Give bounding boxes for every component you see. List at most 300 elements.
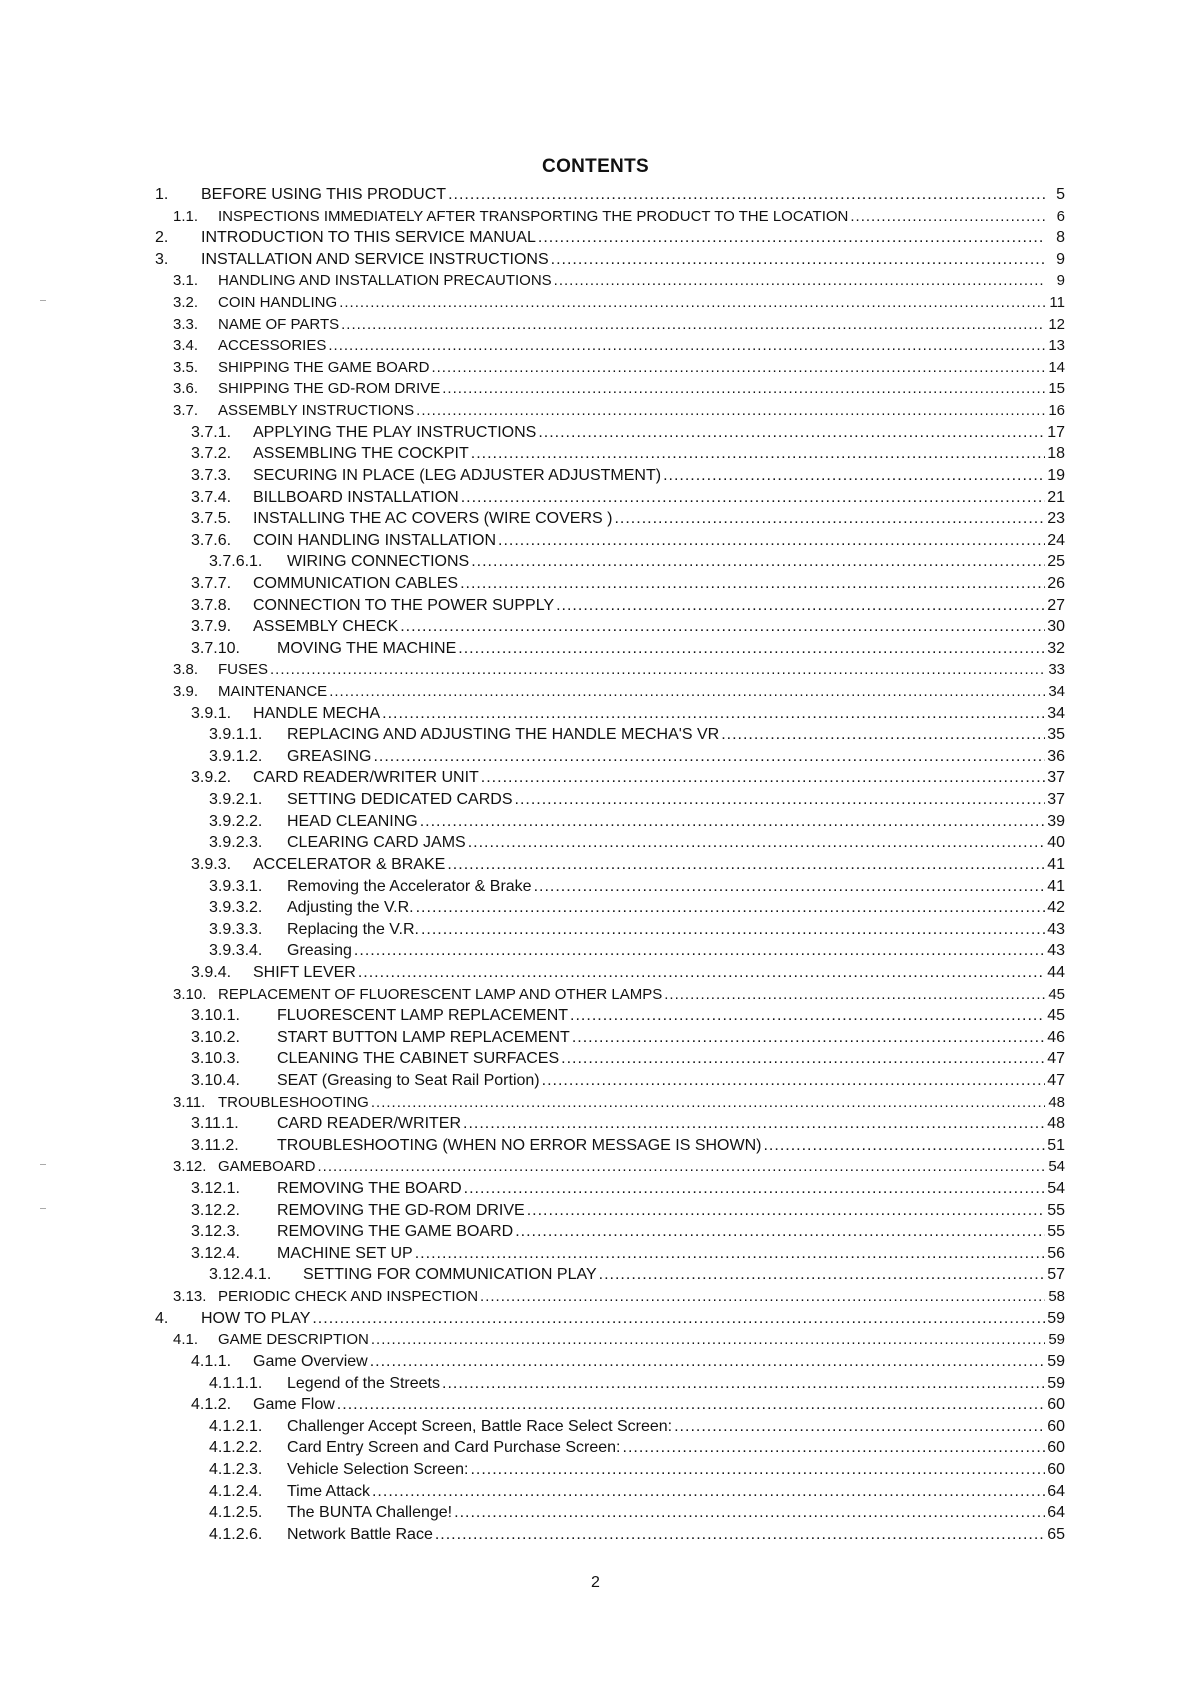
dot-leader bbox=[460, 573, 1045, 595]
toc-entry-page: 35 bbox=[1047, 726, 1065, 744]
toc-entry-label: FLUORESCENT LAMP REPLACEMENT bbox=[277, 1007, 569, 1025]
dot-leader bbox=[416, 897, 1045, 919]
toc-entry-number: 3.12. bbox=[173, 1158, 207, 1176]
toc-entry-number: 3.6. bbox=[173, 380, 199, 398]
toc-entry-label: SEAT (Greasing to Seat Rail Portion) bbox=[277, 1071, 540, 1089]
toc-entry[interactable] bbox=[155, 1135, 1065, 1157]
toc-entry-label: Game Flow bbox=[253, 1396, 335, 1414]
dot-leader bbox=[382, 703, 1045, 725]
toc-entry-page: 23 bbox=[1047, 510, 1065, 528]
toc-entry[interactable] bbox=[155, 422, 1065, 444]
toc-entry-page: 43 bbox=[1047, 920, 1065, 938]
toc-entry-label: PERIODIC CHECK AND INSPECTION bbox=[218, 1288, 479, 1306]
toc-entry-page: 64 bbox=[1047, 1504, 1065, 1522]
toc-entry[interactable] bbox=[155, 746, 1065, 768]
toc-entry[interactable] bbox=[155, 767, 1065, 789]
dot-leader bbox=[454, 1502, 1045, 1524]
page-number: 2 bbox=[591, 1574, 600, 1591]
dot-leader bbox=[339, 292, 1045, 314]
toc-entry-label: Game Overview bbox=[253, 1352, 368, 1370]
toc-entry-number: 3.12.2. bbox=[191, 1201, 240, 1219]
toc-entry-number: 3.12.1. bbox=[191, 1180, 240, 1198]
toc-entry[interactable] bbox=[155, 897, 1065, 919]
toc-entry-page: 42 bbox=[1047, 899, 1065, 917]
toc-entry-page: 11 bbox=[1049, 294, 1065, 312]
toc-entry-page: 60 bbox=[1047, 1417, 1065, 1435]
dot-leader bbox=[664, 984, 1045, 1006]
toc-entry-page: 59 bbox=[1047, 1374, 1065, 1392]
toc-entry-label: TROUBLESHOOTING (WHEN NO ERROR MESSAGE IS SHOWN) bbox=[277, 1136, 762, 1154]
dot-leader bbox=[337, 1394, 1045, 1416]
toc-entry-number: 4.1.2. bbox=[191, 1396, 232, 1414]
toc-entry[interactable] bbox=[155, 227, 1065, 249]
toc-entry-label: Removing the Accelerator & Brake bbox=[287, 877, 532, 895]
toc-entry-page: 37 bbox=[1047, 769, 1065, 787]
toc-entry-label: WIRING CONNECTIONS bbox=[287, 553, 470, 571]
dot-leader bbox=[373, 746, 1045, 768]
toc-entry-label: Greasing bbox=[287, 942, 352, 960]
toc-entry[interactable] bbox=[155, 811, 1065, 833]
toc-entry[interactable] bbox=[155, 1351, 1065, 1373]
dot-leader bbox=[312, 1308, 1045, 1330]
dot-leader bbox=[468, 832, 1045, 854]
toc-entry-number: 3.3. bbox=[173, 315, 199, 333]
toc-entry-label: ACCESSORIES bbox=[218, 337, 327, 355]
toc-entry-number: 4.1.2.6. bbox=[209, 1525, 263, 1543]
toc-entry[interactable] bbox=[155, 1113, 1065, 1135]
toc-entry-page: 55 bbox=[1047, 1223, 1065, 1241]
toc-entry[interactable] bbox=[155, 984, 1065, 1006]
toc-entry-page: 59 bbox=[1048, 1331, 1065, 1349]
toc-entry[interactable] bbox=[155, 724, 1065, 746]
dot-leader bbox=[329, 681, 1045, 703]
toc-entry[interactable] bbox=[155, 616, 1065, 638]
toc-entry-page: 64 bbox=[1047, 1482, 1065, 1500]
toc-entry-number: 3.7.3. bbox=[191, 466, 232, 484]
toc-entry-page: 24 bbox=[1047, 531, 1065, 549]
toc-entry-label: The BUNTA Challenge! bbox=[287, 1504, 453, 1522]
dot-leader bbox=[400, 616, 1045, 638]
toc-entry-number: 3.9.3.2. bbox=[209, 899, 263, 917]
toc-entry-number: 3.9.3.4. bbox=[209, 942, 263, 960]
toc-entry-page: 30 bbox=[1047, 618, 1065, 636]
toc-entry-number: 3.7.9. bbox=[191, 618, 232, 636]
dot-leader bbox=[561, 1048, 1045, 1070]
toc-entry-page: 26 bbox=[1047, 574, 1065, 592]
dot-leader bbox=[372, 1481, 1045, 1503]
toc-entry[interactable] bbox=[155, 1329, 1065, 1351]
toc-entry-number: 3.10. bbox=[173, 985, 207, 1003]
toc-entry-page: 41 bbox=[1047, 877, 1065, 895]
toc-entry[interactable] bbox=[155, 1048, 1065, 1070]
toc-entry[interactable] bbox=[155, 703, 1065, 725]
dot-leader bbox=[442, 1373, 1045, 1395]
toc-entry-number: 4.1.2.2. bbox=[209, 1439, 263, 1457]
toc-entry-label: SECURING IN PLACE (LEG ADJUSTER ADJUSTMENT) bbox=[253, 466, 662, 484]
toc-entry-page: 36 bbox=[1047, 747, 1065, 765]
toc-entry[interactable] bbox=[155, 249, 1065, 271]
dot-leader bbox=[464, 1178, 1045, 1200]
toc-entry-label: Network Battle Race bbox=[287, 1525, 433, 1543]
toc-entry[interactable] bbox=[155, 378, 1065, 400]
toc-entry-number: 3.12.4.1. bbox=[209, 1266, 272, 1284]
toc-entry-number: 3.7. bbox=[173, 402, 199, 420]
dot-leader bbox=[431, 357, 1045, 379]
toc-entry[interactable] bbox=[155, 1092, 1065, 1114]
toc-entry-page: 60 bbox=[1047, 1460, 1065, 1478]
toc-entry[interactable] bbox=[155, 1264, 1065, 1286]
toc-entry-label: ASSEMBLING THE COCKPIT bbox=[253, 445, 469, 463]
dot-leader bbox=[458, 638, 1045, 660]
dot-leader bbox=[480, 1286, 1045, 1308]
toc-entry[interactable] bbox=[155, 1178, 1065, 1200]
margin-mark bbox=[40, 1208, 46, 1209]
toc-entry[interactable] bbox=[155, 940, 1065, 962]
toc-entry-label: Legend of the Streets bbox=[287, 1374, 440, 1392]
toc-entry[interactable] bbox=[155, 530, 1065, 552]
toc-entry-number: 3.10.1. bbox=[191, 1007, 240, 1025]
dot-leader bbox=[358, 962, 1045, 984]
dot-leader bbox=[448, 184, 1045, 206]
toc-entry[interactable] bbox=[155, 465, 1065, 487]
dot-leader bbox=[570, 1005, 1045, 1027]
toc-entry[interactable] bbox=[155, 573, 1065, 595]
toc-entry[interactable] bbox=[155, 1459, 1065, 1481]
dot-leader bbox=[461, 487, 1045, 509]
toc-entry-number: 3.7.2. bbox=[191, 445, 232, 463]
toc-entry-number: 3.9.2. bbox=[191, 769, 232, 787]
toc-entry-label: CARD READER/WRITER bbox=[277, 1115, 462, 1133]
toc-entry[interactable] bbox=[155, 962, 1065, 984]
dot-leader bbox=[471, 443, 1045, 465]
toc-entry-page: 5 bbox=[1056, 186, 1065, 203]
toc-entry[interactable] bbox=[155, 1416, 1065, 1438]
toc-entry[interactable] bbox=[155, 206, 1065, 228]
dot-leader bbox=[481, 767, 1045, 789]
dot-leader bbox=[599, 1264, 1045, 1286]
toc-entry-label: FUSES bbox=[218, 661, 269, 679]
toc-entry-label: CLEARING CARD JAMS bbox=[287, 834, 466, 852]
toc-entry-page: 45 bbox=[1047, 1007, 1065, 1025]
toc-entry-page: 59 bbox=[1047, 1352, 1065, 1370]
toc-entry-number: 4.1.1. bbox=[191, 1352, 232, 1370]
dot-leader bbox=[371, 1329, 1045, 1351]
toc-entry-number: 4.1.2.4. bbox=[209, 1482, 263, 1500]
toc-entry-label: MOVING THE MACHINE bbox=[277, 639, 457, 657]
toc-entry[interactable] bbox=[155, 1308, 1065, 1330]
toc-entry-page: 41 bbox=[1047, 855, 1065, 873]
toc-entry-label: ASSEMBLY CHECK bbox=[253, 618, 399, 636]
dot-leader bbox=[471, 551, 1045, 573]
toc-entry-page: 13 bbox=[1048, 337, 1065, 355]
toc-entry-number: 2. bbox=[155, 229, 169, 247]
toc-entry-page: 45 bbox=[1048, 985, 1065, 1003]
toc-entry-page: 6 bbox=[1056, 207, 1065, 225]
toc-entry-label: APPLYING THE PLAY INSTRUCTIONS bbox=[253, 423, 537, 441]
margin-mark bbox=[40, 1164, 46, 1165]
toc-entry[interactable] bbox=[155, 184, 1065, 206]
toc-entry[interactable] bbox=[155, 487, 1065, 509]
toc-entry-page: 65 bbox=[1047, 1525, 1065, 1543]
toc-entry-label: GAMEBOARD bbox=[218, 1158, 316, 1176]
toc-entry-page: 16 bbox=[1048, 402, 1065, 420]
toc-entry-page: 32 bbox=[1047, 639, 1065, 657]
toc-entry-label: INSTALLATION AND SERVICE INSTRUCTIONS bbox=[201, 250, 549, 268]
toc-entry-page: 58 bbox=[1048, 1288, 1065, 1306]
toc-entry-number: 3.13. bbox=[173, 1288, 207, 1306]
toc-entry[interactable] bbox=[155, 1437, 1065, 1459]
toc-entry-label: NAME OF PARTS bbox=[218, 315, 340, 333]
toc-entry-number: 3.9.1. bbox=[191, 704, 232, 722]
dot-leader bbox=[370, 1351, 1045, 1373]
toc-entry[interactable] bbox=[155, 1502, 1065, 1524]
toc-entry[interactable] bbox=[155, 1373, 1065, 1395]
dot-leader bbox=[416, 400, 1045, 422]
dot-leader bbox=[421, 919, 1045, 941]
toc-entry-label: HOW TO PLAY bbox=[201, 1309, 311, 1327]
toc-entry-number: 4.1. bbox=[173, 1331, 199, 1349]
toc-entry-label: SETTING DEDICATED CARDS bbox=[287, 791, 513, 809]
toc-entry-label: MACHINE SET UP bbox=[277, 1244, 413, 1262]
toc-entry-page: 18 bbox=[1047, 445, 1065, 463]
toc-entry[interactable] bbox=[155, 314, 1065, 336]
dot-leader bbox=[721, 724, 1045, 746]
toc-entry[interactable] bbox=[155, 854, 1065, 876]
toc-entry-page: 47 bbox=[1047, 1071, 1065, 1089]
toc-entry-label: CARD READER/WRITER UNIT bbox=[253, 769, 479, 787]
toc-entry-label: REMOVING THE GD-ROM DRIVE bbox=[277, 1201, 525, 1219]
toc-entry[interactable] bbox=[155, 1005, 1065, 1027]
toc-entry-number: 3.9. bbox=[173, 683, 199, 701]
toc-entry-number: 3.8. bbox=[173, 661, 199, 679]
toc-entry-label: REPLACING AND ADJUSTING THE HANDLE MECHA'S VR bbox=[287, 726, 720, 744]
toc-entry-page: 34 bbox=[1048, 683, 1065, 701]
toc-entry[interactable] bbox=[155, 681, 1065, 703]
dot-leader bbox=[542, 1070, 1045, 1092]
toc-entry-label: GREASING bbox=[287, 747, 372, 765]
dot-leader bbox=[515, 1221, 1045, 1243]
toc-entry-label: COIN HANDLING INSTALLATION bbox=[253, 531, 496, 549]
dot-leader bbox=[328, 335, 1045, 357]
toc-entry-number: 3.2. bbox=[173, 294, 199, 312]
toc-entry-number: 3.4. bbox=[173, 337, 199, 355]
toc-entry[interactable] bbox=[155, 789, 1065, 811]
dot-leader bbox=[470, 1459, 1045, 1481]
toc-entry[interactable] bbox=[155, 270, 1065, 292]
toc-entry-label: INTRODUCTION TO THIS SERVICE MANUAL bbox=[201, 229, 536, 247]
toc-entry-number: 3.9.2.3. bbox=[209, 834, 263, 852]
dot-leader bbox=[515, 789, 1046, 811]
toc-entry-number: 3.11.1. bbox=[191, 1115, 239, 1133]
toc-entry-label: Adjusting the V.R. bbox=[287, 899, 414, 917]
toc-entry-label: REMOVING THE BOARD bbox=[277, 1180, 462, 1198]
toc-entry-number: 3.7.7. bbox=[191, 574, 232, 592]
toc-entry-label: INSTALLING THE AC COVERS (WIRE COVERS ) bbox=[253, 510, 613, 528]
dot-leader bbox=[341, 314, 1045, 336]
dot-leader bbox=[498, 530, 1045, 552]
toc-entry-label: HANDLE MECHA bbox=[253, 704, 381, 722]
dot-leader bbox=[556, 595, 1045, 617]
toc-entry-label: HEAD CLEANING bbox=[287, 812, 418, 830]
toc-entry[interactable] bbox=[155, 335, 1065, 357]
toc-entry[interactable] bbox=[155, 638, 1065, 660]
toc-entry-number: 3.9.2.1. bbox=[209, 791, 263, 809]
toc-entry-page: 39 bbox=[1047, 812, 1065, 830]
toc-entry[interactable] bbox=[155, 1027, 1065, 1049]
toc-entry-label: COIN HANDLING bbox=[218, 294, 338, 312]
toc-entry-page: 19 bbox=[1047, 466, 1065, 484]
toc-entry[interactable] bbox=[155, 357, 1065, 379]
dot-leader bbox=[614, 508, 1045, 530]
dot-leader bbox=[554, 270, 1045, 292]
dot-leader bbox=[447, 854, 1045, 876]
dot-leader bbox=[623, 1437, 1046, 1459]
toc-entry-label: Card Entry Screen and Card Purchase Screen: bbox=[287, 1439, 621, 1457]
toc-entry-page: 55 bbox=[1047, 1201, 1065, 1219]
toc-entry-number: 3.1. bbox=[173, 272, 199, 290]
toc-entry-page: 9 bbox=[1056, 250, 1065, 268]
dot-leader bbox=[551, 249, 1045, 271]
toc-entry-label: CONNECTION TO THE POWER SUPPLY bbox=[253, 596, 555, 614]
toc-entry[interactable] bbox=[155, 1286, 1065, 1308]
toc-entry-label: HANDLING AND INSTALLATION PRECAUTIONS bbox=[218, 272, 552, 290]
toc-entry[interactable] bbox=[155, 832, 1065, 854]
dot-leader bbox=[442, 378, 1045, 400]
toc-entry-label: SHIPPING THE GD-ROM DRIVE bbox=[218, 380, 441, 398]
toc-entry-page: 60 bbox=[1047, 1439, 1065, 1457]
toc-entry[interactable] bbox=[155, 659, 1065, 681]
toc-entry[interactable] bbox=[155, 1221, 1065, 1243]
toc-entry-label: Challenger Accept Screen, Battle Race Select Screen: bbox=[287, 1417, 673, 1435]
toc-entry-number: 3.5. bbox=[173, 358, 199, 376]
toc-entry-number: 3.9.1.2. bbox=[209, 747, 263, 765]
toc-entry-number: 1. bbox=[155, 186, 169, 203]
toc-entry-label: INSPECTIONS IMMEDIATELY AFTER TRANSPORTING THE PRODUCT TO THE LOCATION bbox=[218, 207, 849, 225]
toc-entry[interactable] bbox=[155, 551, 1065, 573]
toc-entry-number: 3.9.3. bbox=[191, 855, 232, 873]
toc-entry-page: 54 bbox=[1048, 1158, 1065, 1176]
toc-entry[interactable] bbox=[155, 1156, 1065, 1178]
toc-entry-page: 15 bbox=[1048, 380, 1065, 398]
margin-mark bbox=[40, 300, 46, 301]
toc-entry-page: 48 bbox=[1047, 1115, 1065, 1133]
toc-entry-page: 57 bbox=[1047, 1266, 1065, 1284]
toc-entry-number: 3.9.1.1. bbox=[209, 726, 263, 744]
toc-entry-number: 3.7.5. bbox=[191, 510, 232, 528]
toc-entry[interactable] bbox=[155, 595, 1065, 617]
toc-entry-label: Replacing the V.R. bbox=[287, 920, 419, 938]
toc-entry-page: 34 bbox=[1047, 704, 1065, 722]
toc-entry-number: 3.7.1. bbox=[191, 423, 232, 441]
toc-entry[interactable] bbox=[155, 1524, 1065, 1546]
toc-entry[interactable] bbox=[155, 1481, 1065, 1503]
toc-entry-number: 3.9.3.1. bbox=[209, 877, 263, 895]
toc-entry[interactable] bbox=[155, 1070, 1065, 1092]
page-title: CONTENTS bbox=[542, 156, 649, 177]
toc-entry-number: 4. bbox=[155, 1309, 169, 1327]
dot-leader bbox=[850, 206, 1045, 228]
toc-entry[interactable] bbox=[155, 292, 1065, 314]
toc-entry-page: 47 bbox=[1047, 1050, 1065, 1068]
toc-entry-page: 21 bbox=[1047, 488, 1065, 506]
toc-entry-page: 60 bbox=[1047, 1396, 1065, 1414]
dot-leader bbox=[420, 811, 1045, 833]
table-of-contents bbox=[155, 184, 1065, 1545]
toc-entry-page: 8 bbox=[1056, 229, 1065, 247]
dot-leader bbox=[435, 1524, 1045, 1546]
dot-leader bbox=[270, 659, 1045, 681]
toc-entry-label: REMOVING THE GAME BOARD bbox=[277, 1223, 514, 1241]
toc-entry[interactable] bbox=[155, 400, 1065, 422]
toc-entry-number: 3. bbox=[155, 250, 169, 268]
toc-entry-number: 3.9.2.2. bbox=[209, 812, 263, 830]
toc-entry-label: COMMUNICATION CABLES bbox=[253, 574, 459, 592]
toc-entry-number: 3.10.2. bbox=[191, 1028, 240, 1046]
dot-leader bbox=[371, 1092, 1045, 1114]
toc-entry-number: 3.9.3.3. bbox=[209, 920, 263, 938]
toc-entry-label: BILLBOARD INSTALLATION bbox=[253, 488, 459, 506]
toc-entry-number: 3.7.4. bbox=[191, 488, 232, 506]
toc-entry-page: 37 bbox=[1047, 791, 1065, 809]
dot-leader bbox=[527, 1200, 1045, 1222]
toc-entry-number: 3.7.10. bbox=[191, 639, 240, 657]
toc-entry-page: 54 bbox=[1047, 1180, 1065, 1198]
toc-entry-page: 14 bbox=[1048, 358, 1065, 376]
toc-entry[interactable] bbox=[155, 876, 1065, 898]
toc-entry-page: 59 bbox=[1047, 1309, 1065, 1327]
toc-entry-page: 9 bbox=[1056, 272, 1065, 290]
toc-entry-page: 46 bbox=[1047, 1028, 1065, 1046]
toc-entry-label: ACCELERATOR & BRAKE bbox=[253, 855, 446, 873]
toc-entry-number: 3.7.6. bbox=[191, 531, 232, 549]
dot-leader bbox=[318, 1156, 1045, 1178]
toc-entry-page: 12 bbox=[1048, 315, 1065, 333]
toc-entry-page: 33 bbox=[1048, 661, 1065, 679]
toc-entry-page: 51 bbox=[1047, 1136, 1065, 1154]
toc-entry-page: 25 bbox=[1047, 553, 1065, 571]
toc-entry[interactable] bbox=[155, 919, 1065, 941]
toc-entry-label: SHIPPING THE GAME BOARD bbox=[218, 358, 430, 376]
toc-entry-number: 3.10.4. bbox=[191, 1071, 240, 1089]
toc-entry[interactable] bbox=[155, 508, 1065, 530]
toc-entry-page: 44 bbox=[1047, 963, 1065, 981]
toc-entry-number: 3.9.4. bbox=[191, 963, 232, 981]
toc-entry-number: 4.1.1.1. bbox=[209, 1374, 263, 1392]
toc-entry-number: 3.7.6.1. bbox=[209, 553, 263, 571]
toc-entry-page: 48 bbox=[1048, 1093, 1065, 1111]
toc-entry-page: 40 bbox=[1047, 834, 1065, 852]
toc-entry-number: 4.1.2.3. bbox=[209, 1460, 263, 1478]
toc-entry-label: ASSEMBLY INSTRUCTIONS bbox=[218, 402, 415, 420]
toc-entry-page: 56 bbox=[1047, 1244, 1065, 1262]
toc-entry-label: SETTING FOR COMMUNICATION PLAY bbox=[303, 1266, 597, 1284]
toc-entry[interactable] bbox=[155, 443, 1065, 465]
dot-leader bbox=[415, 1243, 1045, 1265]
toc-entry-label: GAME DESCRIPTION bbox=[218, 1331, 369, 1349]
toc-entry-label: Vehicle Selection Screen: bbox=[287, 1460, 469, 1478]
toc-entry-label: TROUBLESHOOTING bbox=[218, 1093, 369, 1111]
toc-entry-number: 3.10.3. bbox=[191, 1050, 240, 1068]
toc-entry-number: 4.1.2.5. bbox=[209, 1504, 263, 1522]
toc-entry[interactable] bbox=[155, 1200, 1065, 1222]
toc-entry-page: 17 bbox=[1047, 423, 1065, 441]
toc-entry-label: BEFORE USING THIS PRODUCT bbox=[201, 186, 447, 203]
toc-entry-page: 43 bbox=[1047, 942, 1065, 960]
toc-entry-label: SHIFT LEVER bbox=[253, 963, 356, 981]
toc-entry[interactable] bbox=[155, 1243, 1065, 1265]
dot-leader bbox=[463, 1113, 1045, 1135]
toc-entry[interactable] bbox=[155, 1394, 1065, 1416]
